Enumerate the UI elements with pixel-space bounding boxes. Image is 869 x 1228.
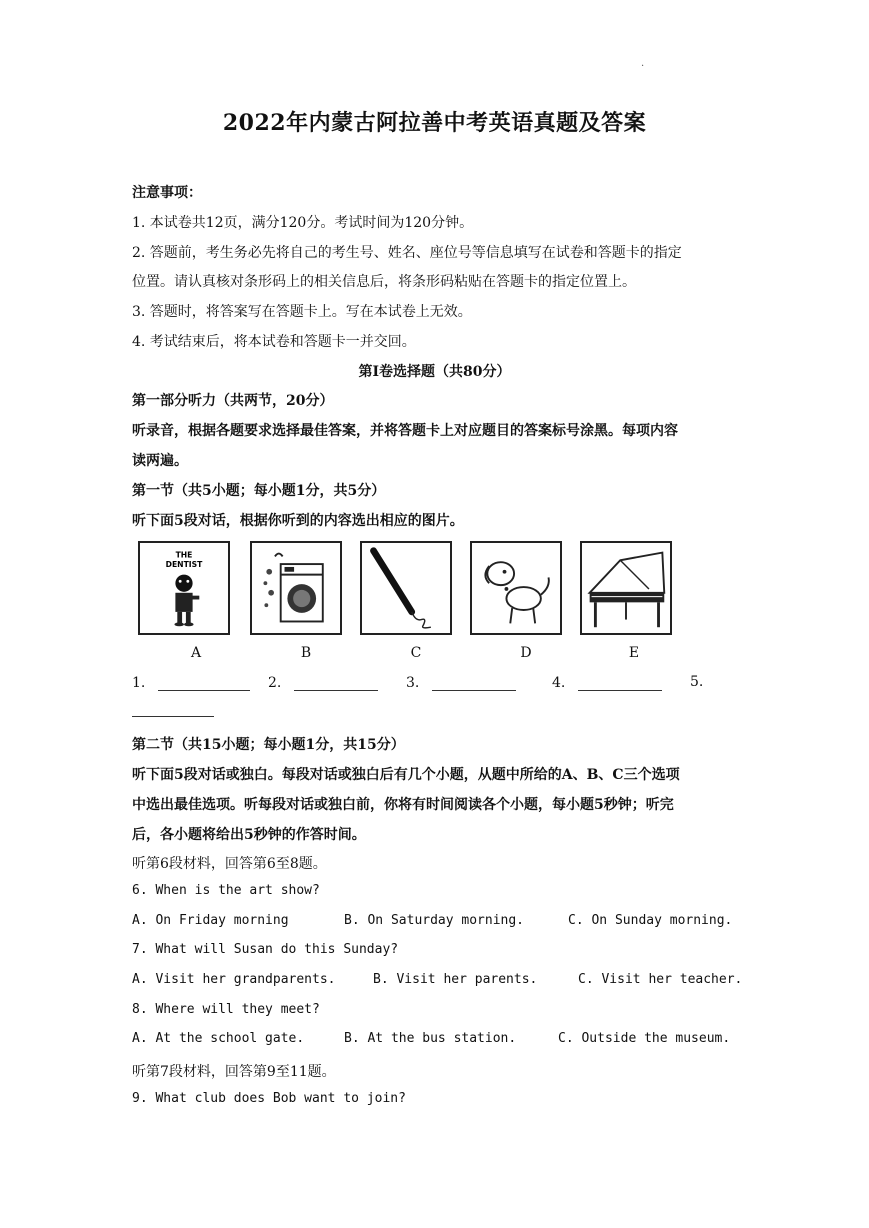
answer-blank[interactable] <box>552 674 662 691</box>
question-7: 7. What will Susan do this Sunday? <box>132 942 399 957</box>
answer-blank[interactable] <box>690 674 703 690</box>
blank-number: 4. <box>552 675 566 691</box>
blank-line <box>294 674 378 691</box>
material-note: 听第7段材料，回答第9至11题。 <box>132 1064 336 1080</box>
answer-blank[interactable] <box>268 674 378 691</box>
blank-number: 5. <box>690 674 704 690</box>
section2-instruction: 听下面5段对话或独白。每段对话或独白后有几个小题，从题中所给的A、B、C三个选项 <box>132 767 680 783</box>
section2-heading: 第二节（共15小题；每小题1分，共15分） <box>132 737 405 753</box>
page-mark: . <box>641 58 645 69</box>
option-a[interactable]: A. On Friday morning <box>132 913 289 928</box>
material-note: 听第6段材料，回答第6至8题。 <box>132 856 327 872</box>
picture-caption: DENTIST <box>165 559 203 569</box>
option-c[interactable]: C. On Sunday morning. <box>568 913 733 928</box>
answer-blank[interactable] <box>406 674 516 691</box>
picture-letter: C <box>410 645 422 661</box>
part1-instruction: 读两遍。 <box>132 453 188 469</box>
part1-instruction: 听录音，根据各题要求选择最佳答案，并将答题卡上对应题目的答案标号涂黑。每项内容 <box>132 423 678 439</box>
option-b[interactable]: B. On Saturday morning. <box>344 913 525 928</box>
question-6: 6. When is the art show? <box>132 883 320 898</box>
option-c[interactable]: C. Visit her teacher. <box>578 972 743 987</box>
section2-instruction: 后，各小题将给出5秒钟的作答时间。 <box>132 827 366 843</box>
blank-line <box>578 674 662 691</box>
section1-instruction: 听下面5段对话，根据你听到的内容选出相应的图片。 <box>132 513 464 529</box>
blank-line <box>432 674 516 691</box>
notice-item: 1. 本试卷共12页，满分120分。考试时间为120分钟。 <box>132 215 474 231</box>
blank-line <box>158 674 250 691</box>
answer-blank[interactable] <box>132 674 250 691</box>
picture-letter: E <box>628 645 640 661</box>
blank-number: 2. <box>268 675 282 691</box>
notice-item: 2. 答题前，考生务必先将自己的考生号、姓名、座位号等信息填写在试卷和答题卡的指定 <box>132 245 682 261</box>
option-b[interactable]: B. Visit her parents. <box>373 972 538 987</box>
option-a[interactable]: A. At the school gate. <box>132 1031 305 1046</box>
picture-caption: THE <box>175 550 193 560</box>
part1-heading: 第一部分听力（共两节，20分） <box>132 393 334 409</box>
notice-heading: 注意事项： <box>132 185 202 201</box>
washing-machine-picture <box>250 541 342 635</box>
notice-item: 3. 答题时，将答案写在答题卡上。写在本试卷上无效。 <box>132 304 472 320</box>
option-c[interactable]: C. Outside the museum. <box>558 1031 731 1046</box>
volume-title: 第Ⅰ卷选择题（共80分） <box>358 364 511 380</box>
section1-heading: 第一节（共5小题；每小题1分，共5分） <box>132 483 386 499</box>
question-9: 9. What club does Bob want to join? <box>132 1091 406 1106</box>
picture-letter: B <box>300 645 312 661</box>
picture-letter: A <box>190 645 202 661</box>
dentist-picture <box>138 541 230 635</box>
blank-number: 3. <box>406 675 420 691</box>
pen-picture <box>360 541 452 635</box>
piano-picture <box>580 541 672 635</box>
notice-item: 4. 考试结束后，将本试卷和答题卡一并交回。 <box>132 334 416 350</box>
notice-item: 位置。请认真核对条形码上的相关信息后，将条形码粘贴在答题卡的指定位置上。 <box>132 274 636 290</box>
section2-instruction: 中选出最佳选项。听每段对话或独白前，你将有时间阅读各个小题，每小题5秒钟；听完 <box>132 797 674 813</box>
page-title: 2022年内蒙古阿拉善中考英语真题及答案 <box>222 110 647 136</box>
option-a[interactable]: A. Visit her grandparents. <box>132 972 336 987</box>
blank-number: 1. <box>132 675 146 691</box>
question-8: 8. Where will they meet? <box>132 1002 320 1017</box>
picture-letter: D <box>520 645 532 661</box>
dog-picture <box>470 541 562 635</box>
blank-line[interactable] <box>132 700 214 717</box>
option-b[interactable]: B. At the bus station. <box>344 1031 517 1046</box>
